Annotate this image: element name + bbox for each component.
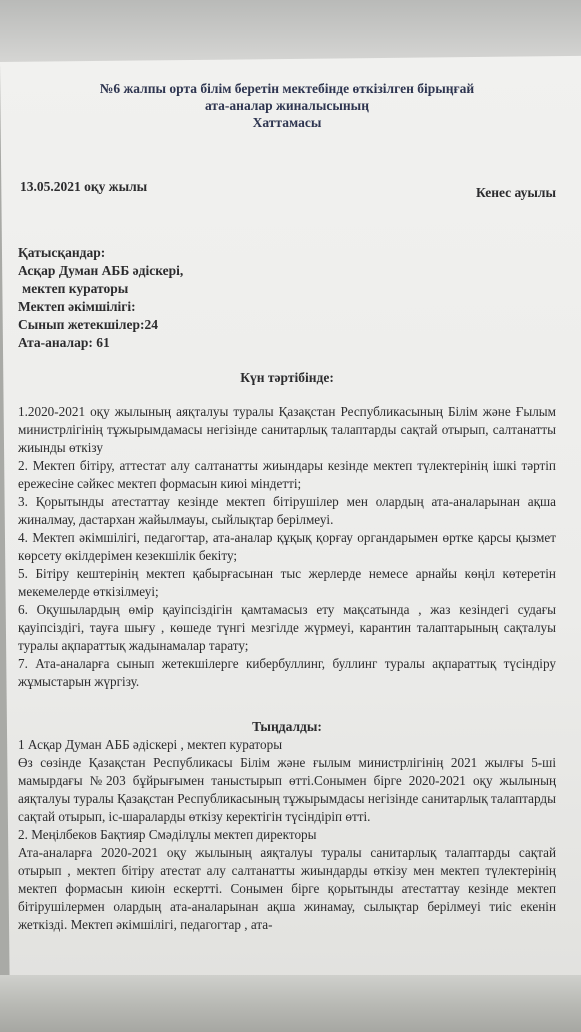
- participant-line-4: Сынып жетекшілер:24: [18, 317, 158, 332]
- agenda-item: 3. Қорытынды атестаттау кезінде мектеп бітірушілер мен олардың ата-аналарынан ақша жиналмау, дастархан жайылмауы, сыйлықтар берілмеуі.: [18, 494, 556, 527]
- document-date: 13.05.2021 оқу жылы: [20, 179, 148, 194]
- header-line-2: ата-аналар жиналысының: [204, 98, 369, 113]
- agenda-title: Күн тәртібінде:: [240, 370, 334, 385]
- agenda-item: 4. Мектеп әкімшілігі, педагогтар, ата-аналар құқық қорғау органдарымен өртке қарсы қызмет көрсету өкілдерімен кезекшілік бекіту;: [18, 530, 556, 563]
- agenda-item: 6. Оқушылардың өмір қауіпсіздігін қамтамасыз ету мақсатында , жаз кезіндегі судағы қауіпсіздігі, тауға шығу , көшеде түнгі мезгілде жүрмеуі, карантин талаптарының сақталуы туралы ақпараттық жадынамалар тарату;: [18, 602, 556, 653]
- header-line-3: Хаттамасы: [252, 115, 322, 130]
- document-place: Кенес ауылы: [475, 185, 556, 200]
- background-bottom: [0, 975, 581, 1032]
- agenda-list: [18, 403, 556, 691]
- agenda-item: 1.2020-2021 оқу жылының аяқталуы туралы Қазақстан Республикасының Білім және Ғылым министрлігінің тұжырымдамасы негізінде санитарлық талаптарды сақтай отырып, салтанатты жиынды өткізу: [18, 404, 556, 455]
- document-header: [18, 80, 556, 131]
- participant-line-3: Мектеп әкімшілігі:: [18, 299, 136, 314]
- listened-title: Тыңдалды:: [252, 719, 322, 734]
- speaker-2-text: Ата-аналарға 2020-2021 оқу жылының аяқталуы туралы санитарлық талаптарды сақтай отырып , мектеп бітіру атестат алу салтанатты жиындарды өткізу мен мектеп түлектерінің мектеп формасын киюін ескертті. Сонымен бірге қорытынды атестаттау кезінде мектеп бітірушілермен олардың ата-аналарынан ақша жинамау, сылықтар берілмеуі тиіс екенін жеткізді. Мектеп әкімшілігі, педагогтар , ата-: [18, 845, 556, 932]
- participants-label: Қатысқандар:: [18, 245, 106, 260]
- date-place-row: [18, 178, 556, 198]
- participant-line-2: мектеп кураторы: [22, 281, 129, 296]
- speaker-1-text: Өз сөзінде Қазақстан Республикасы Білім және ғылым министрлігінің 2021 жылғы 5-ші мамырдағы №203 бұйрығымен таныстырып өтті.Сонымен бірге 2020-2021 оқу жылының аяқталуы туралы Қазақстан Республикасының тұжырымдасы негізінде санитарлық талаптарды сақтай отырып, іс-шараларды өткізу керектігін түсіндіріп өтті.: [18, 755, 556, 824]
- participant-line-1: Асқар Думан АББ әдіскері,: [18, 263, 184, 278]
- agenda-item: 2. Мектеп бітіру, аттестат алу салтанатты жиындары кезінде мектеп түлектерінің ішкі тәртіп ережесіне сәйкес мектеп формасын киюі міндетті;: [18, 458, 556, 491]
- agenda-item: 5. Бітіру кештерінің мектеп қабырғасынан тыс жерлерде немесе арнайы көңіл көтеретін мекемелерде өткізілмеуі;: [18, 566, 556, 599]
- participants-block: [18, 244, 556, 352]
- document-body: [18, 80, 556, 934]
- speaker-2: 2. Меңілбеков Бақтияр Смәділұлы мектеп директоры: [18, 827, 317, 842]
- header-line-1: №6 жалпы орта білім беретін мектебінде өткізілген бірыңғай: [99, 81, 475, 96]
- agenda-item: 7. Ата-аналарға сынып жетекшілерге кибербуллинг, буллинг туралы ақпараттық түсіндіру жұмыстарын жүргізу.: [18, 656, 556, 689]
- participant-line-5: Ата-аналар: 61: [18, 335, 110, 350]
- listened-section: [18, 736, 556, 934]
- speaker-1: 1 Асқар Думан АББ әдіскері , мектеп кураторы: [18, 737, 283, 752]
